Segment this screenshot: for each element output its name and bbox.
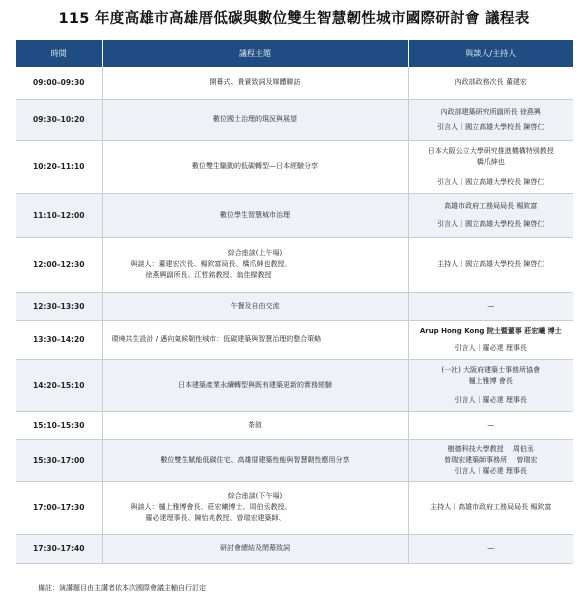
row-speakers (408, 320, 573, 359)
row-topic (102, 140, 408, 193)
topic-line: 綜合座談(下午場) (227, 492, 283, 500)
speaker-line: 高雄市政府工務局局長 楊欽富 (444, 201, 538, 210)
speaker-line: 內政部建築研究所副所長 徐燕興 (440, 107, 541, 116)
row-time: 17:00–17:30 (16, 481, 102, 534)
row-topic (102, 411, 408, 439)
topic-line: 綜合座談(上午場) (227, 249, 283, 257)
topic-line: 數位雙生賦能低碳住宅、高雄厝建築性能與智慧韌性應用分享 (160, 455, 350, 464)
row-speakers (408, 481, 573, 534)
speaker-line: 引言人｜國立高雄大學校長 陳啓仁 (437, 177, 545, 186)
speaker-line: 引言人｜國立高雄大學校長 陳啓仁 (437, 122, 545, 131)
row-speakers (408, 292, 573, 320)
speaker-line: 引言人｜羅必達 理事長 (454, 466, 527, 475)
row-speakers (408, 193, 573, 237)
speaker-line: 引言人｜國立高雄大學校長 陳啓仁 (437, 219, 545, 228)
row-topic (102, 292, 408, 320)
header-speakers: 與談人/主持人 (408, 40, 573, 67)
row-speakers (408, 140, 573, 193)
speaker-line: — (487, 301, 495, 310)
topic-line: 數位學生智慧城市治理 (220, 210, 290, 219)
row-speakers (408, 439, 573, 481)
table-row (16, 237, 573, 292)
speaker-line: — (487, 420, 495, 429)
topic-line: 研討會總結及閉幕致詞 (220, 544, 290, 552)
table-row (16, 99, 573, 140)
row-time: 14:20–15:10 (16, 359, 102, 411)
row-speakers (408, 67, 573, 99)
speaker-line: (一社) 大阪府建築士事務所協會 (441, 365, 541, 374)
speaker-line: 橋爪紳也 (476, 157, 505, 166)
table-row (16, 193, 573, 237)
row-speakers (408, 411, 573, 439)
row-time: 12:00–12:30 (16, 237, 102, 292)
table-header-row (16, 40, 573, 67)
topic-line: 環境共生設計 / 邁向氣候韌性城市：低碳建築與智慧治理的整合策略 (111, 335, 322, 343)
row-time: 13:30–14:20 (16, 320, 102, 359)
row-time: 15:10–15:30 (16, 411, 102, 439)
speaker-line: — (487, 544, 495, 552)
speaker-line: 內政部政務次長 董建宏 (454, 78, 527, 87)
header-topic: 議程主題 (102, 40, 408, 67)
table-row (16, 534, 573, 563)
row-time: 17:30–17:40 (16, 534, 102, 563)
row-time: 09:30–10:20 (16, 99, 102, 140)
table-row (16, 411, 573, 439)
topic-line: 與談人：樋上雅博會長、莊宏曦博士、周伯丞教授、 (130, 503, 292, 511)
table-row (16, 67, 573, 99)
row-time: 15:30–17:00 (16, 439, 102, 481)
topic-line: 與談人：董建宏次長、楊欽富局長、橋爪紳也教授、 (130, 260, 292, 268)
speaker-line: 引言人｜羅必達 理事長 (454, 395, 527, 404)
speaker-line: 主持人｜國立高雄大學校長 陳啓仁 (437, 260, 545, 268)
row-speakers (408, 359, 573, 411)
speaker-line: 樹德科技大學教授 周伯丞 (447, 444, 534, 453)
row-topic (102, 439, 408, 481)
table-row (16, 140, 573, 193)
row-topic (102, 237, 408, 292)
speaker-line: 日本大阪公立大學研究推進機構特別教授 (427, 146, 554, 155)
topic-line: 徐燕興副所長、江哲銘教授、翁佳樑教授 (145, 271, 272, 279)
table-row (16, 292, 573, 320)
row-time: 10:20–11:10 (16, 140, 102, 193)
agenda-table (16, 40, 573, 564)
topic-line: 日本建築產業永續轉型與既有建築更新的實務經驗 (178, 380, 332, 389)
speaker-line: Arup Hong Kong 院士暨董事 莊宏曦 博士 (419, 326, 562, 335)
topic-line: 羅必達理事長、陳怡兆教授、曾瑞宏建築師、 (145, 514, 286, 522)
speaker-line: 主持人｜高雄市政府工務局局長 楊欽富 (430, 503, 552, 511)
topic-line: 午餐及自由交流 (230, 301, 280, 310)
row-time: 09:00–09:30 (16, 67, 102, 99)
row-topic (102, 99, 408, 140)
speaker-line: 引言人｜羅必達 理事長 (454, 343, 527, 352)
speaker-line: 曾瑞宏建築師事務所 曾瑞宏 (444, 455, 538, 464)
row-time: 11:10–12:00 (16, 193, 102, 237)
row-topic (102, 359, 408, 411)
row-speakers (408, 99, 573, 140)
header-time: 時間 (16, 40, 102, 67)
row-topic (102, 320, 408, 359)
topic-line: 數位雙生驅動的低碳轉型—日本經驗分享 (192, 162, 318, 170)
row-speakers (408, 237, 573, 292)
row-topic (102, 481, 408, 534)
row-topic (102, 193, 408, 237)
table-row (16, 359, 573, 411)
row-time: 12:30–13:30 (16, 292, 102, 320)
topic-line: 茶敘 (248, 420, 262, 429)
table-row (16, 481, 573, 534)
page-title: 115 年度高雄市高雄厝低碳與數位雙生智慧韌性城市國際研討會 議程表 (58, 11, 530, 27)
row-speakers (408, 534, 573, 563)
topic-line: 開幕式、貴賓致詞及媒體聯訪 (209, 78, 301, 87)
topic-line: 數位國土治理的現況與展望 (213, 115, 297, 123)
footnote: 備註：演講題目由主講者依本次國際會議主軸自行訂定 (38, 584, 206, 592)
row-topic (102, 534, 408, 563)
speaker-line: 樋上雅博 會長 (468, 376, 513, 385)
table-row (16, 320, 573, 359)
row-topic (102, 67, 408, 99)
table-row (16, 439, 573, 481)
